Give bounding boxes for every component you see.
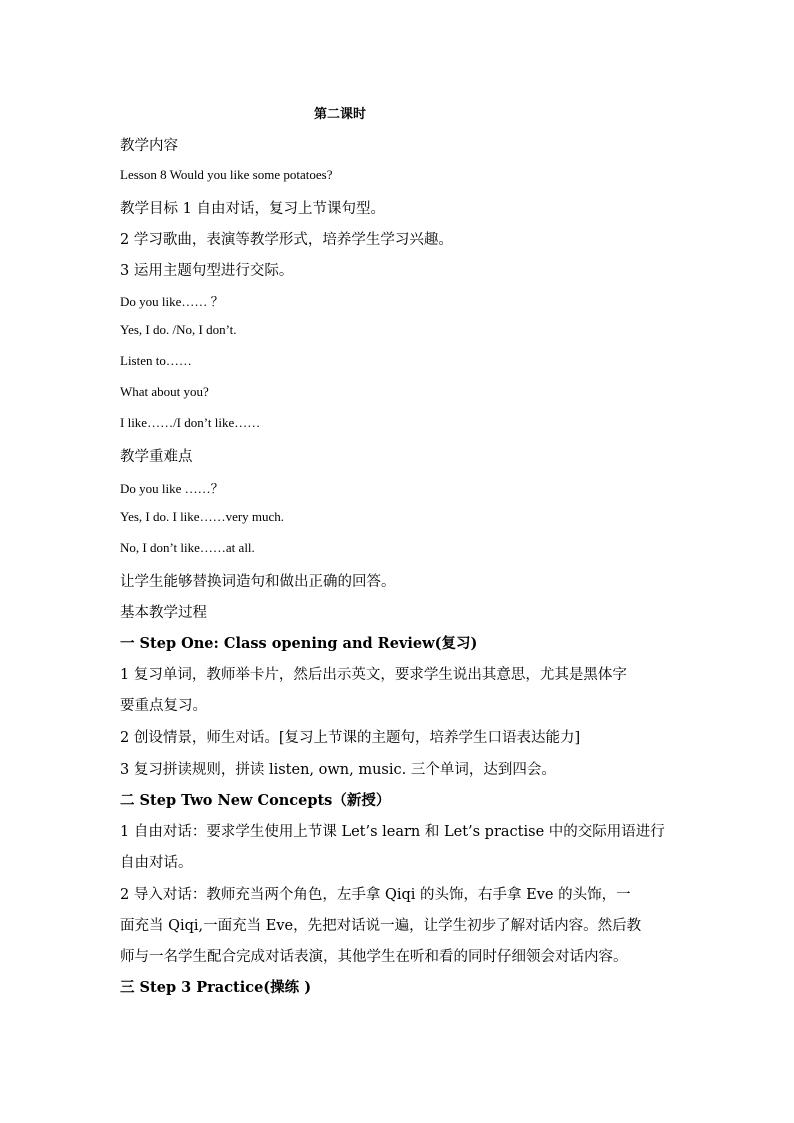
lesson-title: Lesson 8 Would you like some potatoes?	[120, 167, 333, 182]
key-point-3: No, I don’t like……at all.	[120, 540, 255, 555]
section-heading-key-points: 教学重难点	[120, 449, 193, 465]
sentence-pattern-5: I like……/I don’t like……	[120, 415, 261, 430]
sentence-pattern-1: Do you like…… ？	[120, 294, 224, 309]
section-heading-content: 教学内容	[120, 138, 178, 154]
step-two-heading: 二 Step Two New Concepts（新授）	[120, 792, 391, 809]
sentence-pattern-3: Listen to……	[120, 353, 192, 368]
page-title: 第二课时	[313, 107, 366, 122]
step-one-item-1: 1 复习单词，教师举卡片，然后出示英文，要求学生说出其意思，尤其是黑体字	[120, 667, 627, 683]
sentence-pattern-2: Yes, I do. /No, I don’t.	[120, 322, 237, 337]
step-two-item-1-cont: 自由对话。	[120, 855, 193, 871]
step-two-item-2: 2 导入对话：教师充当两个角色，左手拿 Qiqi 的头饰，右手拿 Eve 的头饰，一	[120, 887, 631, 903]
step-one-item-1-cont: 要重点复习。	[120, 698, 207, 714]
step-two-item-1: 1 自由对话：要求学生使用上节课 Let’s learn 和 Let’s practise 中的交际用语进行	[120, 824, 665, 840]
step-one-item-3: 3 复习拼读规则，拼读 listen, own, music. 三个单词，达到四会。	[120, 762, 556, 778]
key-point-1: Do you like ……？	[120, 481, 224, 496]
objective-line-2: 2 学习歌曲，表演等教学形式，培养学生学习兴趣。	[120, 232, 453, 248]
step-one-heading: 一 Step One: Class opening and Review(复习)	[120, 635, 478, 652]
key-point-2: Yes, I do. I like……very much.	[120, 509, 285, 524]
step-two-item-2-cont-2: 师与一名学生配合完成对话表演，其他学生在听和看的同时仔细领会对话内容。	[120, 949, 628, 965]
sentence-pattern-4: What about you?	[120, 384, 209, 399]
objective-line-1: 教学目标 1 自由对话，复习上节课句型。	[120, 201, 385, 217]
objective-line-3: 3 运用主题句型进行交际。	[120, 263, 294, 279]
key-point-goal: 让学生能够替换词造句和做出正确的回答。	[120, 574, 396, 590]
step-one-item-2: 2 创设情景，师生对话。[复习上节课的主题句，培养学生口语表达能力]	[120, 730, 581, 746]
section-heading-process: 基本教学过程	[120, 605, 207, 621]
step-two-item-2-cont-1: 面充当 Qiqi,一面充当 Eve，先把对话说一遍，让学生初步了解对话内容。然后教	[120, 918, 642, 934]
step-three-heading: 三 Step 3 Practice(操练 )	[120, 979, 312, 996]
